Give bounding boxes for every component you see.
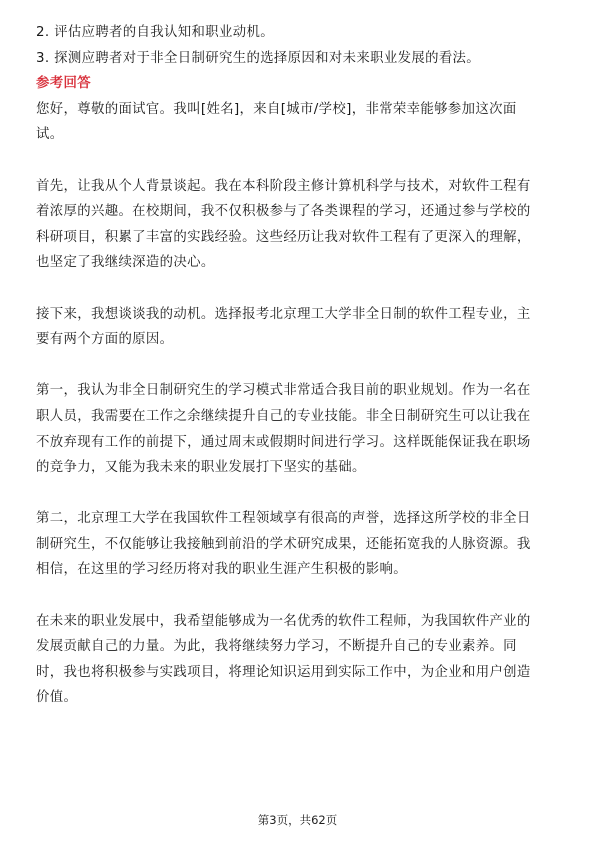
- paragraph: [36, 378, 561, 480]
- paragraph-line: 在未来的职业发展中，我希望能够成为一名优秀的软件工程师，为我国软件产业的: [36, 613, 531, 629]
- paragraph-line: 首先，让我从个人背景谈起。我在本科阶段主修计算机科学与技术，对软件工程有: [36, 178, 531, 194]
- paragraph-line: 着浓厚的兴趣。在校期间，我不仅积极参与了各类课程的学习，还通过参与学校的: [36, 204, 531, 220]
- paragraph-gap: [36, 583, 561, 609]
- paragraph-gap: [36, 148, 561, 174]
- page-content: [36, 20, 561, 711]
- paragraph-line: 也坚定了我继续深造的决心。: [36, 255, 215, 271]
- page-number-footer: 第3页，共62页: [257, 813, 338, 827]
- paragraph-line: 的竞争力，又能为我未来的职业发展打下坚实的基础。: [36, 460, 366, 476]
- paragraph-line: 时，我也将积极参与实践项目，将理论知识运用到实际工作中，为企业和用户创造: [36, 664, 531, 680]
- paragraph-gap: [36, 481, 561, 507]
- paragraph: [36, 506, 561, 583]
- paragraph-line: 第二，北京理工大学在我国软件工程领域享有很高的声誉，选择这所学校的非全日: [36, 511, 531, 527]
- paragraph-line: 要有两个方面的原因。: [36, 332, 174, 348]
- list-item: 3. 探测应聘者对于非全日制研究生的选择原因和对未来职业发展的看法。: [36, 50, 481, 66]
- answer-heading: 参考回答: [36, 76, 91, 92]
- paragraph-line: 您好，尊敬的面试官。我叫[姓名]，来自[城市/学校]，非常荣幸能够参加这次面: [36, 101, 517, 117]
- paragraph-line: 相信，在这里的学习经历将对我的职业生涯产生积极的影响。: [36, 562, 407, 578]
- paragraph-gap: [36, 353, 561, 379]
- paragraph-line: 发展贡献自己的力量。为此，我将继续努力学习，不断提升自己的专业素养。同: [36, 639, 517, 655]
- paragraph-line: 科研项目，积累了丰富的实践经验。这些经历让我对软件工程有了更深入的理解，: [36, 229, 531, 245]
- paragraph: [36, 302, 561, 353]
- paragraph-line: 试。: [36, 127, 64, 143]
- paragraph-line: 第一，我认为非全日制研究生的学习模式非常适合我目前的职业规划。作为一名在: [36, 383, 531, 399]
- paragraph-line: 价值。: [36, 690, 78, 706]
- list-item: 2. 评估应聘者的自我认知和职业动机。: [36, 25, 274, 40]
- paragraph-gap: [36, 276, 561, 302]
- paragraph-line: 不放弃现有工作的前提下，通过周末或假期时间进行学习。这样既能保证我在职场: [36, 434, 531, 450]
- paragraph: [36, 174, 561, 276]
- paragraph: [36, 609, 561, 711]
- paragraph-line: 职人员，我需要在工作之余继续提升自己的专业技能。非全日制研究生可以让我在: [36, 408, 531, 424]
- paragraph: [36, 97, 561, 148]
- paragraph-line: 制研究生，不仅能够让我接触到前沿的学术研究成果，还能拓宽我的人脉资源。我: [36, 536, 531, 552]
- paragraph-line: 接下来，我想谈谈我的动机。选择报考北京理工大学非全日制的软件工程专业，主: [36, 306, 531, 322]
